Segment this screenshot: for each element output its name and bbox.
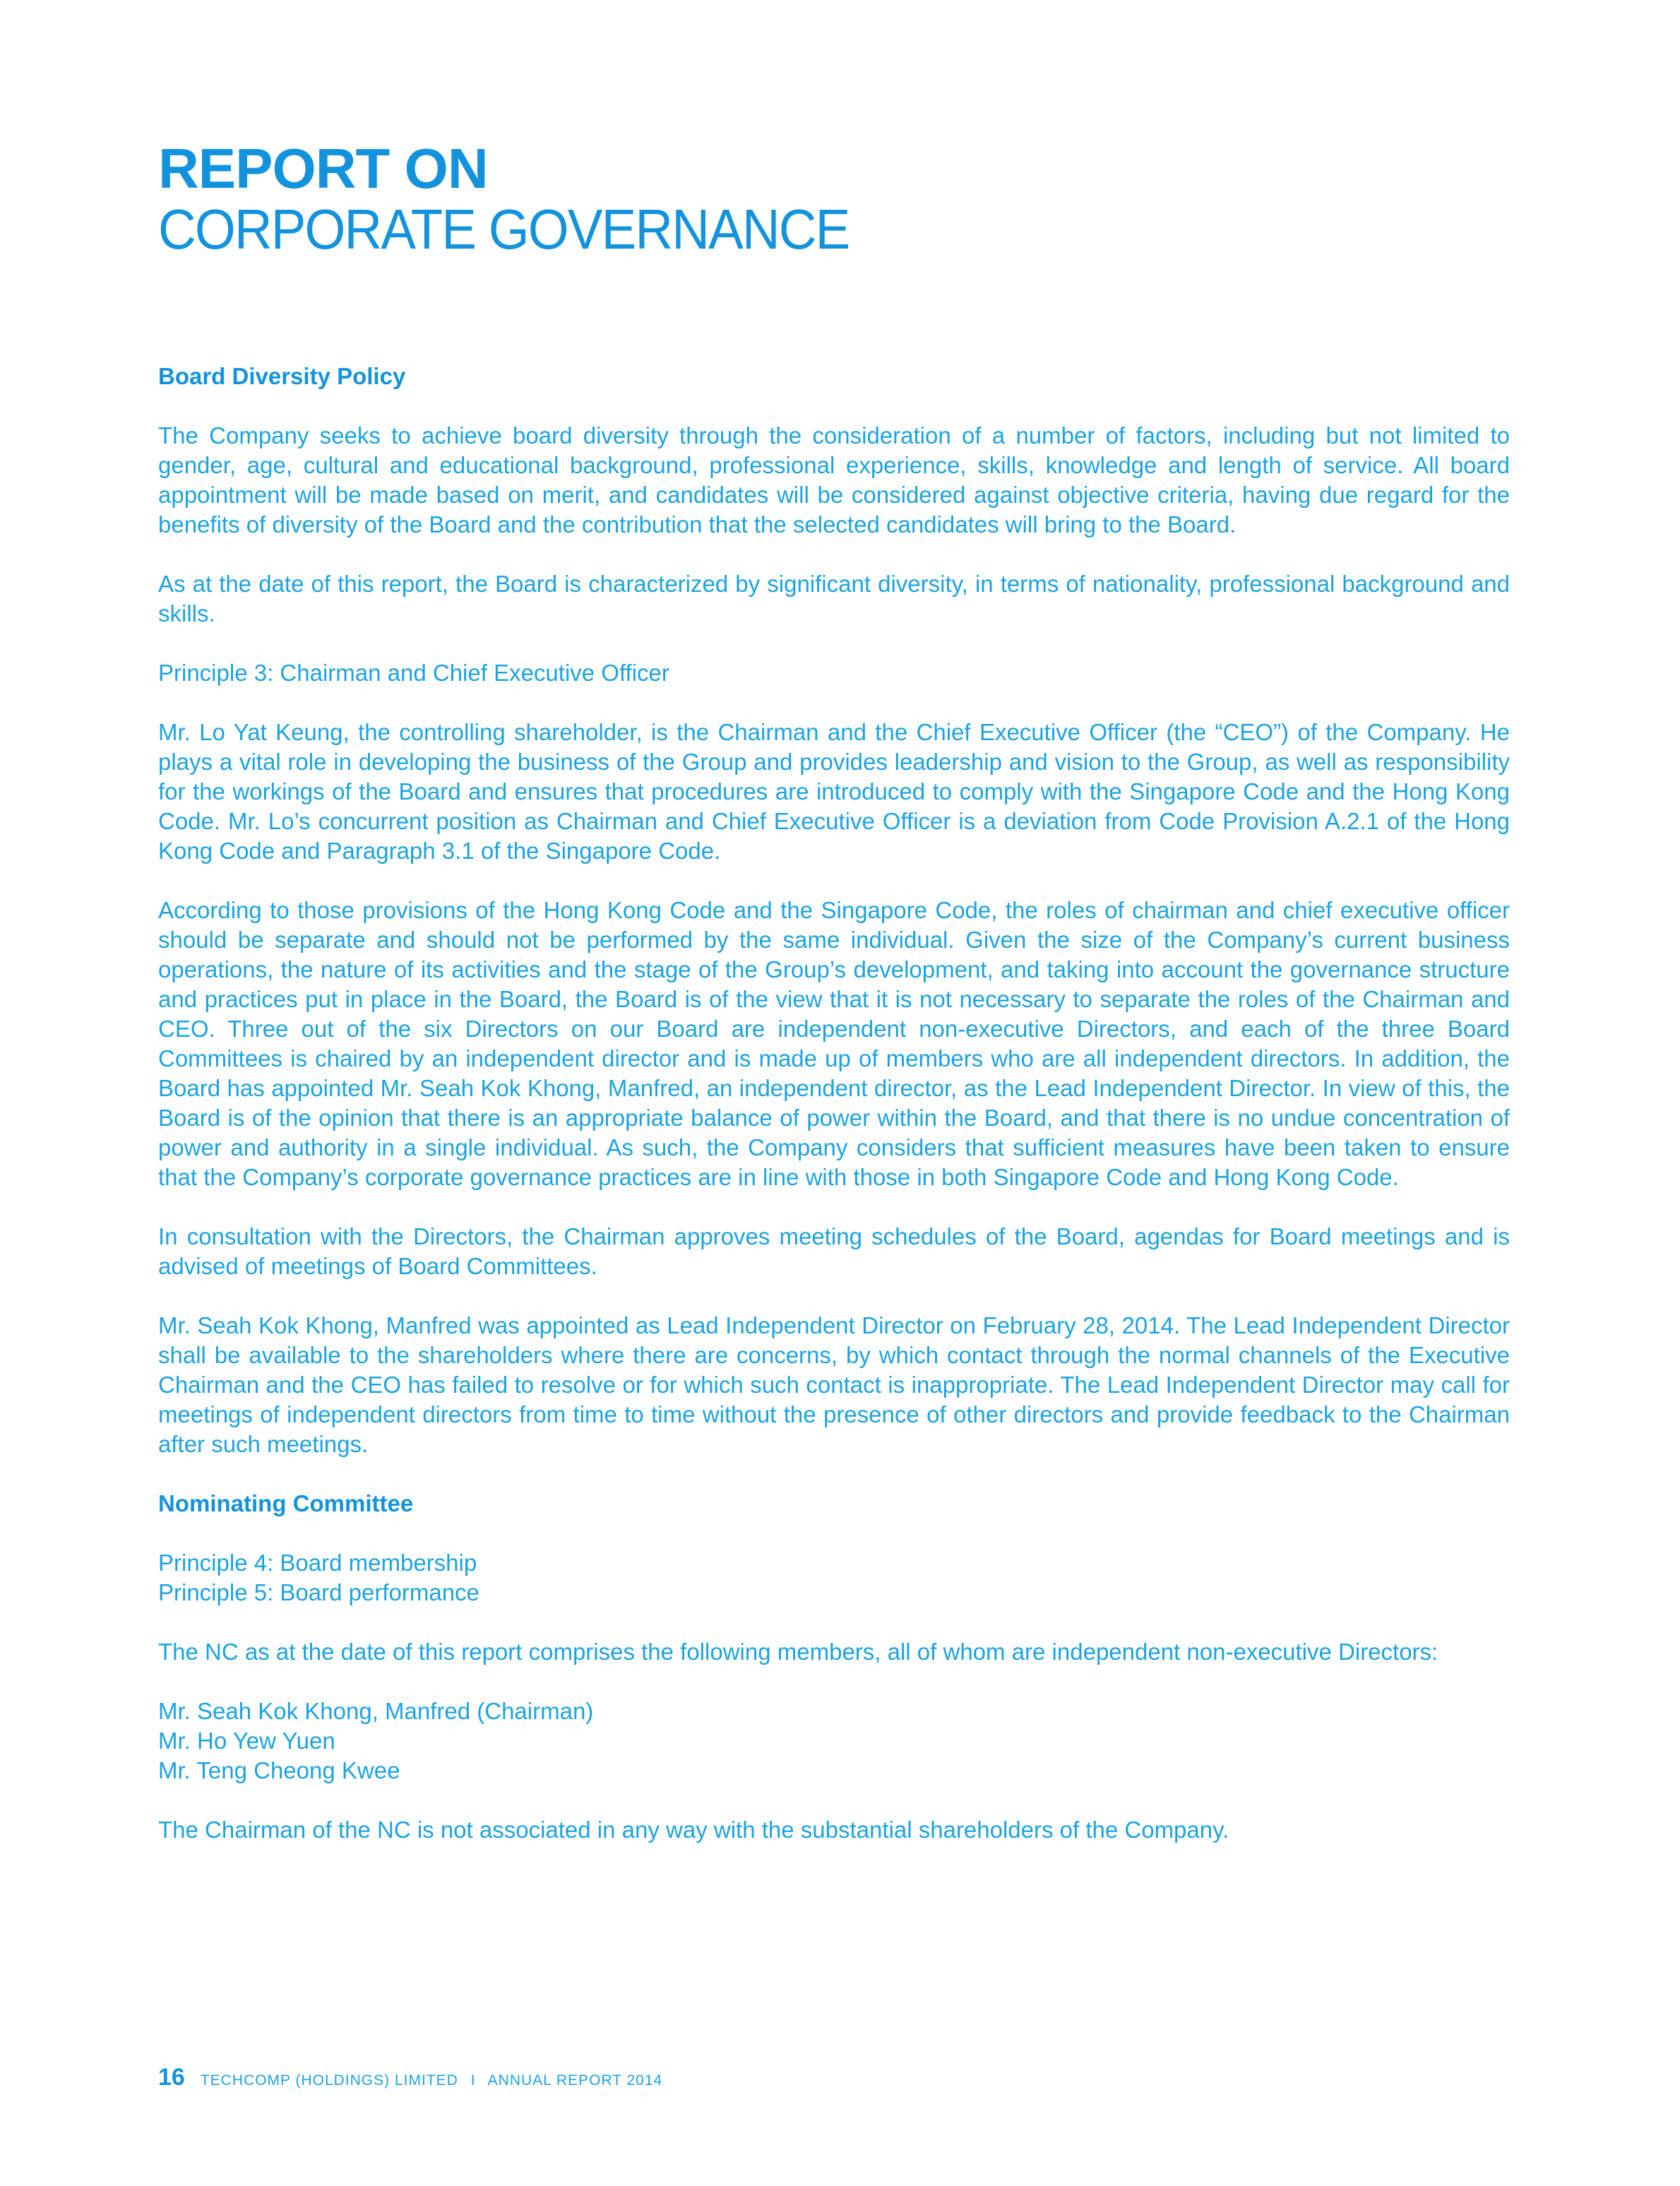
footer-company: TECHCOMP (HOLDINGS) LIMITED — [200, 2072, 458, 2089]
paragraph-nc-chairman: The Chairman of the NC is not associated in any way with the substantial shareholders of the Company. — [158, 1817, 1229, 1843]
title-line-1: REPORT ON — [158, 137, 488, 200]
paragraph-consultation: In consultation with the Directors, the Chairman approves meeting schedules of the Board, agendas for Board meetings and is advised of meetings of Board Committees. — [158, 1223, 1510, 1279]
title-line-2: CORPORATE GOVERNANCE — [158, 198, 850, 261]
list-item: Mr. Ho Yew Yuen — [158, 1728, 335, 1754]
footer-separator: I — [470, 2072, 475, 2089]
paragraph-lead-independent: Mr. Seah Kok Khong, Manfred was appointed as Lead Independent Director on February 28, 2014. The Lead Independent Director shall be available to the shareholders where there are concerns, by which contact through the normal channels of the Executive Chairman and the CEO has failed to resolve or for which such contact is inappropriate. The Lead Independent Director may call for meetings of independent directors from time to time without the presence of other directors and provide feedback to the Chairman after such meetings. — [158, 1312, 1510, 1457]
principles-group — [158, 1548, 1510, 1608]
paragraph-chairman-ceo: Mr. Lo Yat Keung, the controlling shareholder, is the Chairman and the Chief Executive Officer (the “CEO”) of the Company. He plays a vital role in developing the business of the Group and provides leadership and vision to the Group, as well as responsibility for the workings of the Board and ensures that procedures are introduced to comply with the Singapore Code and the Hong Kong Code. Mr. Lo’s concurrent position as Chairman and Chief Executive Officer is a deviation from Code Provision A.2.1 of the Hong Kong Code and Paragraph 3.1 of the Singapore Code. — [158, 719, 1510, 864]
paragraph-code-provisions: According to those provisions of the Hong Kong Code and the Singapore Code, the roles of chairman and chief executive officer should be separate and should not be performed by the same individual. Given the size of the Company’s current business operations, the nature of its activities and the stage of the Group’s development, and taking into account the governance structure and practices put in place in the Board, the Board is of the view that it is not necessary to separate the roles of the Chairman and CEO. Three out of the six Directors on our Board are independent non-executive Directors, and each of the three Board Committees is chaired by an independent director and is made up of members who are all independent directors. In addition, the Board has appointed Mr. Seah Kok Khong, Manfred, an independent director, as the Lead Independent Director. In view of this, the Board is of the opinion that there is an appropriate balance of power within the Board, and that there is no undue concentration of power and authority in a single individual. As such, the Company considers that sufficient measures have been taken to ensure that the Company’s corporate governance practices are in line with those in both Singapore Code and Hong Kong Code. — [158, 897, 1510, 1190]
list-item: Mr. Teng Cheong Kwee — [158, 1757, 400, 1783]
member-list — [158, 1697, 1510, 1786]
paragraph-diversity-2: As at the date of this report, the Board is characterized by significant diversity, in terms of nationality, professional background and skills. — [158, 571, 1510, 626]
list-item: Mr. Seah Kok Khong, Manfred (Chairman) — [158, 1698, 594, 1724]
principle-5-heading: Principle 5: Board performance — [158, 1579, 479, 1605]
page-number: 16 — [158, 2064, 185, 2091]
board-diversity-heading: Board Diversity Policy — [158, 363, 406, 389]
page-title — [158, 138, 1500, 260]
page-footer — [158, 2064, 662, 2091]
principle-3-heading: Principle 3: Chairman and Chief Executive Officer — [158, 660, 669, 686]
paragraph-diversity-1: The Company seeks to achieve board diversity through the consideration of a number of factors, including but not limited to gender, age, cultural and educational background, professional experience, skills, knowledge and length of service. All board appointment will be made based on merit, and candidates will be considered against objective criteria, having due regard for the benefits of diversity of the Board and the contribution that the selected candidates will bring to the Board. — [158, 422, 1510, 537]
nominating-committee-heading: Nominating Committee — [158, 1490, 414, 1516]
body-content — [158, 362, 1510, 1875]
principle-4-heading: Principle 4: Board membership — [158, 1550, 477, 1576]
paragraph-nc-members: The NC as at the date of this report comprises the following members, all of whom are independent non-executive Directors: — [158, 1639, 1438, 1665]
footer-report: ANNUAL REPORT 2014 — [487, 2072, 663, 2089]
